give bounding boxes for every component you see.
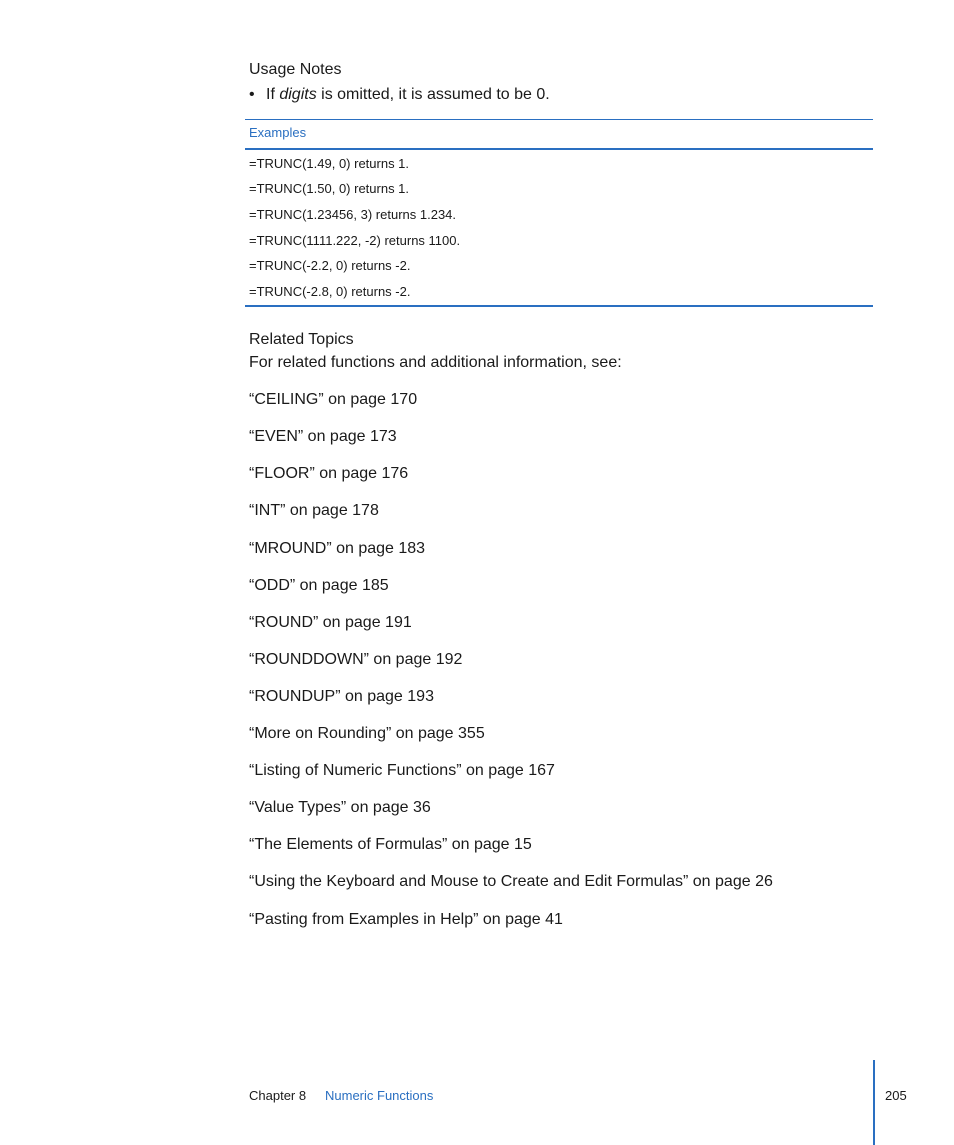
usage-note-item [249,85,550,105]
related-topic-link-value-types[interactable]: “Value Types” on page 36 [249,799,431,816]
usage-note-term: digits [279,86,317,103]
bullet-marker: • [249,86,255,103]
examples-header-divider [245,148,873,150]
example-row: =TRUNC(1.50, 0) returns 1. [249,181,410,196]
related-topics-heading: Related Topics [249,331,354,348]
related-topic-link-elements-of-formulas[interactable]: “The Elements of Formulas” on page 15 [249,836,532,853]
related-topic-link-keyboard-mouse-formulas[interactable]: “Using the Keyboard and Mouse to Create and Edit Formulas” on page 26 [249,873,773,890]
related-topics-intro: For related functions and additional information, see: [249,354,622,371]
footer-section-title: Numeric Functions [325,1088,434,1103]
footer-chapter-label: Chapter 8 [249,1088,307,1103]
examples-table [245,119,873,307]
usage-note-prefix: If [266,86,280,103]
related-topic-link-roundup[interactable]: “ROUNDUP” on page 193 [249,688,434,705]
related-topic-link-pasting-examples[interactable]: “Pasting from Examples in Help” on page 41 [249,911,563,928]
examples-header: Examples [249,125,307,140]
example-row: =TRUNC(1111.222, -2) returns 1100. [249,233,461,248]
related-topic-link-floor[interactable]: “FLOOR” on page 176 [249,465,409,482]
related-topic-link-listing-numeric-functions[interactable]: “Listing of Numeric Functions” on page 167 [249,762,555,779]
usage-note-suffix: is omitted, it is assumed to be 0. [316,86,550,103]
related-topic-link-mround[interactable]: “MROUND” on page 183 [249,540,426,557]
footer-divider [873,1060,875,1145]
example-row: =TRUNC(1.49, 0) returns 1. [249,156,410,171]
example-row: =TRUNC(-2.2, 0) returns -2. [249,258,411,273]
related-topic-link-round[interactable]: “ROUND” on page 191 [249,614,412,631]
page-number: 205 [885,1088,907,1103]
usage-notes-heading: Usage Notes [249,61,342,78]
example-row: =TRUNC(-2.8, 0) returns -2. [249,284,411,299]
related-topic-link-ceiling[interactable]: “CEILING” on page 170 [249,391,418,408]
related-topic-link-more-on-rounding[interactable]: “More on Rounding” on page 355 [249,725,485,742]
related-topic-link-int[interactable]: “INT” on page 178 [249,502,379,519]
related-topic-link-even[interactable]: “EVEN” on page 173 [249,428,397,445]
example-row: =TRUNC(1.23456, 3) returns 1.234. [249,207,457,222]
related-topic-link-odd[interactable]: “ODD” on page 185 [249,577,389,594]
related-topic-link-rounddown[interactable]: “ROUNDDOWN” on page 192 [249,651,463,668]
